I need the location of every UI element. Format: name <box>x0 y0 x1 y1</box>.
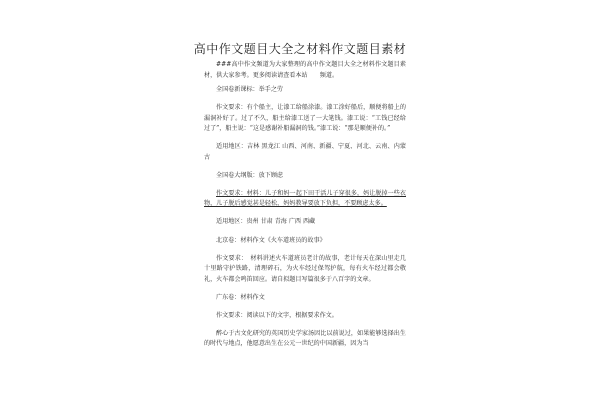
paragraph-requirement-1: 作文要求：有个船主，让漆工给船涂漆。漆工涂好船后，顺便将船上的漏洞补好了。过了不久，船主给漆工送了一大笔钱。漆工说：“工钱已经给过了”，船主说：“这是感谢补船漏洞的钱。”漆工说：“那是顺便补的。” <box>204 104 406 133</box>
paragraph-requirement-2: 作文要求：材料：儿子和妈一起下田干活儿子穿很多，妈让脱掉一些衣物，儿子脱后感觉甚是轻松，妈妈教导要放下负担，不要顾虑太多。 <box>204 189 406 208</box>
paragraph-intro: ###高中作文频道为大家整理的高中作文题目大全之材料作文题目素材，供大家参考。更多阅读请查看本站 频道。 <box>204 61 406 79</box>
paragraph-heading-guangdong: 广东卷：材料作文 <box>216 293 265 301</box>
paragraph-heading-beijing: 北京卷：材料作文《火车道班员的故事》 <box>216 236 326 244</box>
paragraph-heading-national-outline: 全国卷大纲版：放下顾虑 <box>216 171 284 179</box>
paragraph-regions-2: 适用地区：贵州 甘肃 青海 广西 西藏 <box>216 218 316 226</box>
paragraph-heading-national-new: 全国卷新课标：举手之劳 <box>216 86 284 93</box>
paragraph-material: 醉心于古文化研究的英国历史学家汤因比以前说过，如果能够选择出生的时代与地点，他愿意出生在公元一世纪的中国新疆，因为当 <box>204 329 406 348</box>
document-body <box>204 60 406 358</box>
document-title: 高中作文题目大全之材料作文题目素材 <box>193 42 407 56</box>
paragraph-requirement-4: 作文要求：阅读以下的文字，根据要求作文。 <box>216 311 338 319</box>
paragraph-regions-1: 适用地区：吉林 黑龙江 山西、河南、新疆、宁夏、河北、云南、内蒙古 <box>204 143 406 161</box>
paragraph-requirement-3: 作文要求： 材料讲述火车道班员老计的故事，老计每天在深山里走几十里路守护铁路，清理碎石，为火车经过保驾护航，每有火车经过都会敬礼，火车都会鸣笛回应。请自拟题目写篇很多于八百字的文章。 <box>204 254 406 283</box>
